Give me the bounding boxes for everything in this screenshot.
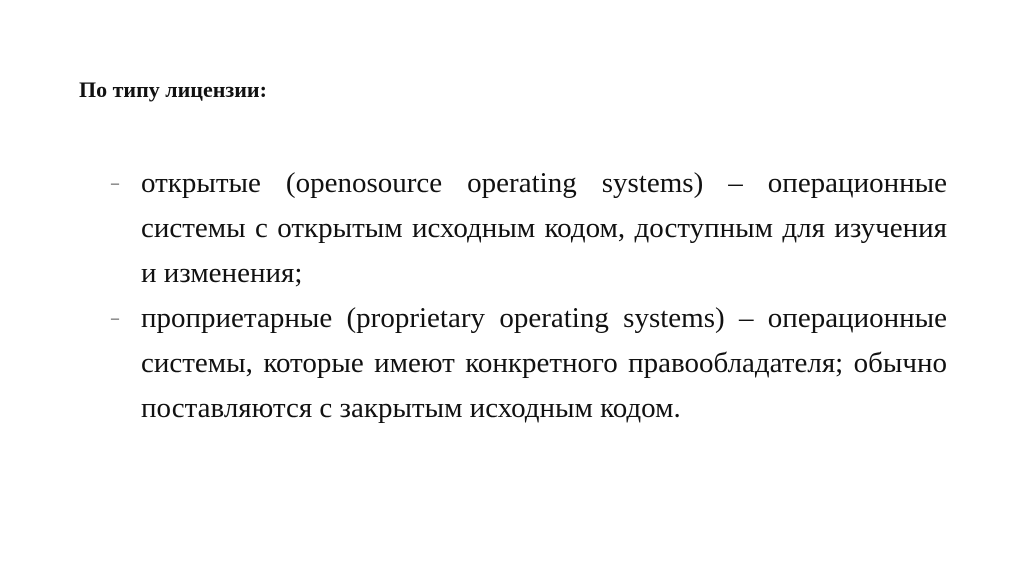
dash-bullet-icon: – [111, 175, 119, 192]
list-item-proprietary [111, 296, 947, 431]
list-item-text: открытые (openosource operating systems) – операционные системы с открытым исходным кодом, доступным для изучения и изменения; [141, 167, 947, 289]
slide-heading: По типу лицензии: [79, 77, 267, 102]
list-item-open-source [111, 161, 947, 296]
list-item-text: проприетарные (proprietary operating systems) – операционные системы, которые имеют конкретного правообладателя; обычно поставляются с закрытым исходным кодом. [141, 302, 947, 424]
dash-bullet-icon: – [111, 310, 119, 327]
license-type-list [111, 161, 947, 431]
